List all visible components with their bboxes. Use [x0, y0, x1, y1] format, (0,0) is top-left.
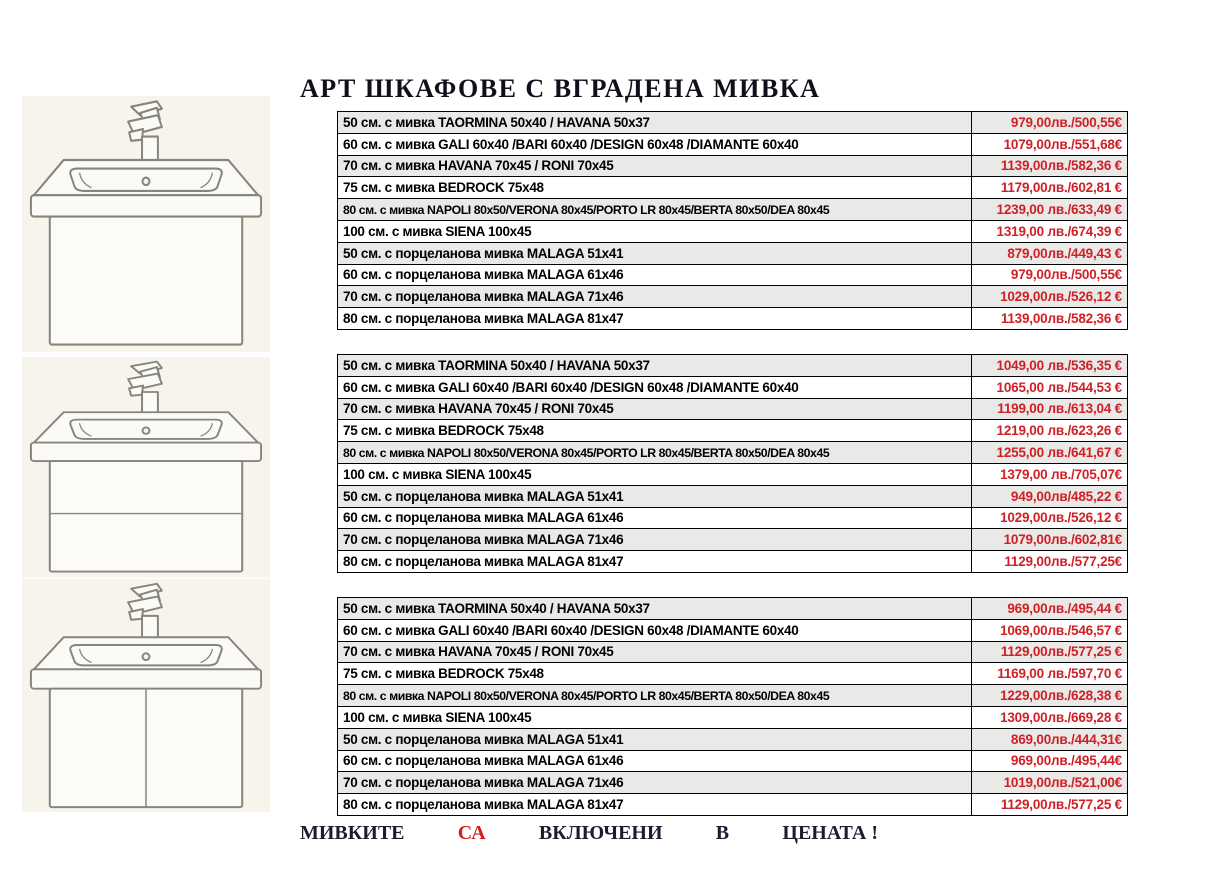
price-cell: 1079,00лв./551,68€ [1003, 136, 1122, 152]
product-description-cell: 100 см. с мивка SIENA 100x45 [338, 221, 972, 242]
table-row [338, 620, 1127, 642]
price-cell: 1179,00лв./602,81 € [1000, 180, 1122, 196]
price-cell: 1309,00лв./669,28 € [1000, 709, 1122, 725]
price-cell: 1229,00лв./628,38 € [1000, 688, 1122, 704]
table-row [338, 308, 1127, 329]
page-title: АРТ ШКАФОВЕ С ВГРАДЕНА МИВКА [300, 74, 821, 103]
product-description-cell: 50 см. с мивка TAORMINA 50x40 / HAVANA 50x37 [338, 355, 972, 376]
table-row [338, 685, 1127, 707]
price-table-1 [337, 111, 1128, 330]
table-row [338, 794, 1127, 815]
product-description-cell: 60 см. с мивка GALI 60x40 /BARI 60x40 /DESIGN 60x48 /DIAMANTE 60x40 [338, 377, 972, 398]
price-cell: 1049,00 лв./536,35 € [996, 357, 1122, 373]
price-cell: 1129,00лв./577,25 € [1000, 797, 1122, 813]
sink-icon [31, 412, 261, 461]
product-description-cell: 60 см. с порцеланова мивка MALAGA 61x46 [338, 265, 972, 286]
product-description-cell: 50 см. с порцеланова мивка MALAGA 51x41 [338, 243, 972, 264]
product-description-cell: 70 см. с порцеланова мивка MALAGA 71x46 [338, 286, 972, 307]
table-row [338, 508, 1127, 530]
product-description-cell: 60 см. с порцеланова мивка MALAGA 61x46 [338, 751, 972, 772]
product-description-cell: 75 см. с мивка BEDROCK 75x48 [338, 420, 972, 441]
product-description-cell: 70 см. с мивка HAVANA 70x45 / RONI 70x45 [338, 399, 972, 420]
price-cell: 1139,00лв./582,36 € [1000, 158, 1122, 174]
table-row [338, 598, 1127, 620]
product-description-cell: 70 см. с порцеланова мивка MALAGA 71x46 [338, 529, 972, 550]
product-description-cell: 60 см. с мивка GALI 60x40 /BARI 60x40 /DESIGN 60x48 /DIAMANTE 60x40 [338, 134, 972, 155]
table-row [338, 156, 1127, 178]
price-cell: 1169,00 лв./597,70 € [997, 666, 1122, 682]
footer-word: ЦЕНАТА ! [782, 822, 878, 844]
cabinet-body [50, 217, 242, 345]
product-description-cell: 75 см. с мивка BEDROCK 75x48 [338, 663, 972, 684]
table-row [338, 399, 1127, 421]
price-table-2 [337, 354, 1128, 573]
price-cell: 1029,00лв./526,12 € [1000, 510, 1122, 526]
table-row [338, 442, 1127, 464]
footer-word-highlighted: СА [457, 822, 486, 844]
product-description-cell: 70 см. с порцеланова мивка MALAGA 71x46 [338, 772, 972, 793]
price-cell: 1319,00 лв./674,39 € [996, 223, 1122, 239]
cabinet-illustration-two-drawers [22, 357, 270, 578]
table-row [338, 486, 1127, 508]
cabinet-illustration-two-doors [22, 579, 270, 812]
product-description-cell: 80 см. с порцеланова мивка MALAGA 81x47 [338, 308, 972, 329]
product-description-cell: 50 см. с мивка TAORMINA 50x40 / HAVANA 50x37 [338, 112, 972, 133]
footer-note [300, 822, 878, 845]
product-description-cell: 100 см. с мивка SIENA 100x45 [338, 464, 972, 485]
price-cell: 1199,00 лв./613,04 € [997, 401, 1122, 417]
table-row [338, 243, 1127, 265]
cabinet-illustration-single-front [22, 96, 270, 352]
cabinet-body [50, 689, 242, 807]
sink-icon [31, 160, 261, 217]
table-row [338, 751, 1127, 773]
price-cell: 979,00лв./500,55€ [1010, 114, 1122, 130]
table-row [338, 464, 1127, 486]
product-description-cell: 50 см. с порцеланова мивка MALAGA 51x41 [338, 729, 972, 750]
price-cell: 869,00лв./444,31€ [1010, 731, 1122, 747]
price-cell: 1019,00лв./521,00€ [1003, 775, 1122, 791]
product-description-cell: 70 см. с мивка HAVANA 70x45 / RONI 70x45 [338, 156, 972, 177]
table-row [338, 265, 1127, 287]
table-row [338, 177, 1127, 199]
price-cell: 1139,00лв./582,36 € [1000, 311, 1122, 327]
price-cell: 949,00лв/485,22 € [1010, 488, 1122, 504]
table-row [338, 663, 1127, 685]
price-cell: 1129,00лв./577,25 € [1000, 644, 1122, 660]
footer-word: ВКЛЮЧЕНИ [538, 822, 663, 844]
vanity-drawing-drawers [22, 357, 270, 578]
sink-icon [31, 637, 261, 688]
price-table-3 [337, 597, 1128, 816]
vanity-drawing-single [22, 96, 270, 352]
price-cell: 969,00лв./495,44 € [1007, 600, 1122, 616]
table-row [338, 772, 1127, 794]
product-description-cell: 75 см. с мивка BEDROCK 75x48 [338, 177, 972, 198]
product-description-cell: 100 см. с мивка SIENA 100x45 [338, 707, 972, 728]
cabinet-body [50, 461, 242, 572]
product-description-cell: 50 см. с порцеланова мивка MALAGA 51x41 [338, 486, 972, 507]
price-cell: 1219,00 лв./623,26 € [996, 423, 1122, 439]
table-row [338, 707, 1127, 729]
product-description-cell: 70 см. с мивка HAVANA 70x45 / RONI 70x45 [338, 642, 972, 663]
table-row [338, 134, 1127, 156]
footer-word: В [715, 822, 730, 844]
table-row [338, 355, 1127, 377]
product-description-cell: 80 см. с порцеланова мивка MALAGA 81x47 [338, 551, 972, 572]
product-description-cell: 50 см. с мивка TAORMINA 50x40 / HAVANA 50x37 [338, 598, 972, 619]
product-description-cell: 80 см. с мивка NAPOLI 80x50/VERONA 80x45/PORTO LR 80x45/BERTA 80x50/DEA 80x45 [338, 442, 972, 463]
price-cell: 1379,00 лв./705,07€ [1000, 466, 1122, 482]
table-row [338, 286, 1127, 308]
product-description-cell: 80 см. с мивка NAPOLI 80x50/VERONA 80x45/PORTO LR 80x45/BERTA 80x50/DEA 80x45 [338, 199, 972, 220]
table-row [338, 377, 1127, 399]
table-row [338, 420, 1127, 442]
vanity-drawing-doors [22, 579, 270, 812]
product-description-cell: 80 см. с порцеланова мивка MALAGA 81x47 [338, 794, 972, 815]
product-description-cell: 80 см. с мивка NAPOLI 80x50/VERONA 80x45/PORTO LR 80x45/BERTA 80x50/DEA 80x45 [338, 685, 972, 706]
price-cell: 979,00лв./500,55€ [1010, 267, 1122, 283]
price-cell: 969,00лв./495,44€ [1010, 753, 1122, 769]
price-cell: 1255,00 лв./641,67 € [996, 445, 1122, 461]
table-row [338, 551, 1127, 572]
price-cell: 1129,00лв./577,25€ [1004, 554, 1122, 570]
table-row [338, 199, 1127, 221]
price-cell: 1029,00лв./526,12 € [1000, 289, 1122, 305]
price-cell: 1239,00 лв./633,49 € [996, 202, 1122, 218]
price-cell: 1069,00лв./546,57 € [1000, 622, 1122, 638]
table-row [338, 529, 1127, 551]
footer-word: МИВКИТЕ [300, 822, 405, 844]
table-row [338, 221, 1127, 243]
table-row [338, 112, 1127, 134]
price-cell: 879,00лв./449,43 € [1007, 245, 1122, 261]
price-cell: 1079,00лв./602,81€ [1003, 532, 1122, 548]
product-description-cell: 60 см. с порцеланова мивка MALAGA 61x46 [338, 508, 972, 529]
product-description-cell: 60 см. с мивка GALI 60x40 /BARI 60x40 /DESIGN 60x48 /DIAMANTE 60x40 [338, 620, 972, 641]
price-cell: 1065,00 лв./544,53 € [996, 379, 1122, 395]
table-row [338, 642, 1127, 664]
table-row [338, 729, 1127, 751]
